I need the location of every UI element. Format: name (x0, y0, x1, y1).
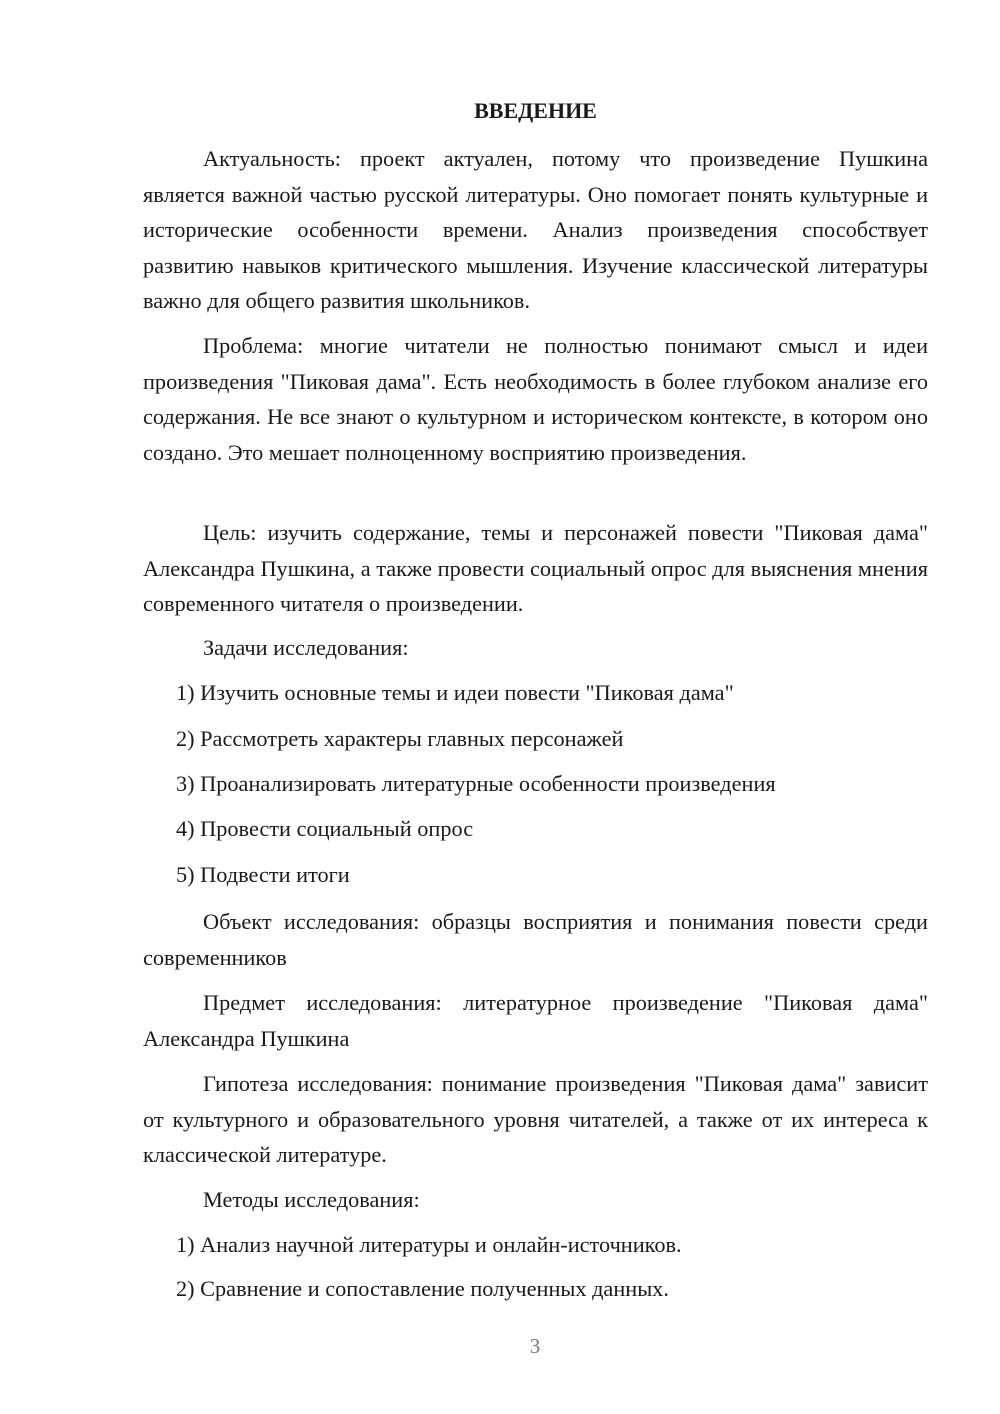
task-item: 2) Рассмотреть характеры главных персонажей (176, 726, 624, 751)
page-title: ВВЕДЕНИЕ (474, 98, 597, 123)
page-number: 3 (529, 1334, 541, 1358)
method-item: 1) Анализ научной литературы и онлайн-источников. (176, 1232, 682, 1257)
task-item: 3) Проанализировать литературные особенности произведения (176, 771, 776, 796)
task-item: 5) Подвести итоги (176, 862, 350, 887)
method-item: 2) Сравнение и сопоставление полученных данных. (176, 1276, 669, 1301)
task-item: 1) Изучить основные темы и идеи повести "Пиковая дама" (176, 680, 734, 705)
goal-paragraph: Цель: изучить содержание, темы и персонажей повести "Пиковая дама" Александра Пушкина, а также провести социальный опрос для выяснения мнения современного читателя о произведении. (143, 520, 928, 616)
subject-paragraph: Предмет исследования: литературное произведение "Пиковая дама" Александра Пушкина (143, 990, 928, 1051)
methods-heading: Методы исследования: (203, 1187, 420, 1212)
object-paragraph: Объект исследования: образцы восприятия и понимания повести среди современников (143, 909, 928, 970)
task-item: 4) Провести социальный опрос (176, 816, 474, 841)
hypothesis-paragraph: Гипотеза исследования: понимание произведения "Пиковая дама" зависит от культурного и образовательного уровня читателей, а также от их интереса к классической литературе. (143, 1071, 928, 1167)
tasks-heading: Задачи исследования: (203, 635, 409, 660)
relevance-paragraph: Актуальность: проект актуален, потому что произведение Пушкина является важной частью русской литературы. Оно помогает понять культурные и исторические особенности времени. Анализ произведения способствует развитию навыков критического мышления. Изучение классической литературы важно для общего развития школьников. (143, 146, 928, 313)
problem-paragraph: Проблема: многие читатели не полностью понимают смысл и идеи произведения "Пиковая дама". Есть необходимость в более глубоком анализе его содержания. Не все знают о культурном и историческом контексте, в котором оно создано. Это мешает полноценному восприятию произведения. (143, 333, 928, 465)
